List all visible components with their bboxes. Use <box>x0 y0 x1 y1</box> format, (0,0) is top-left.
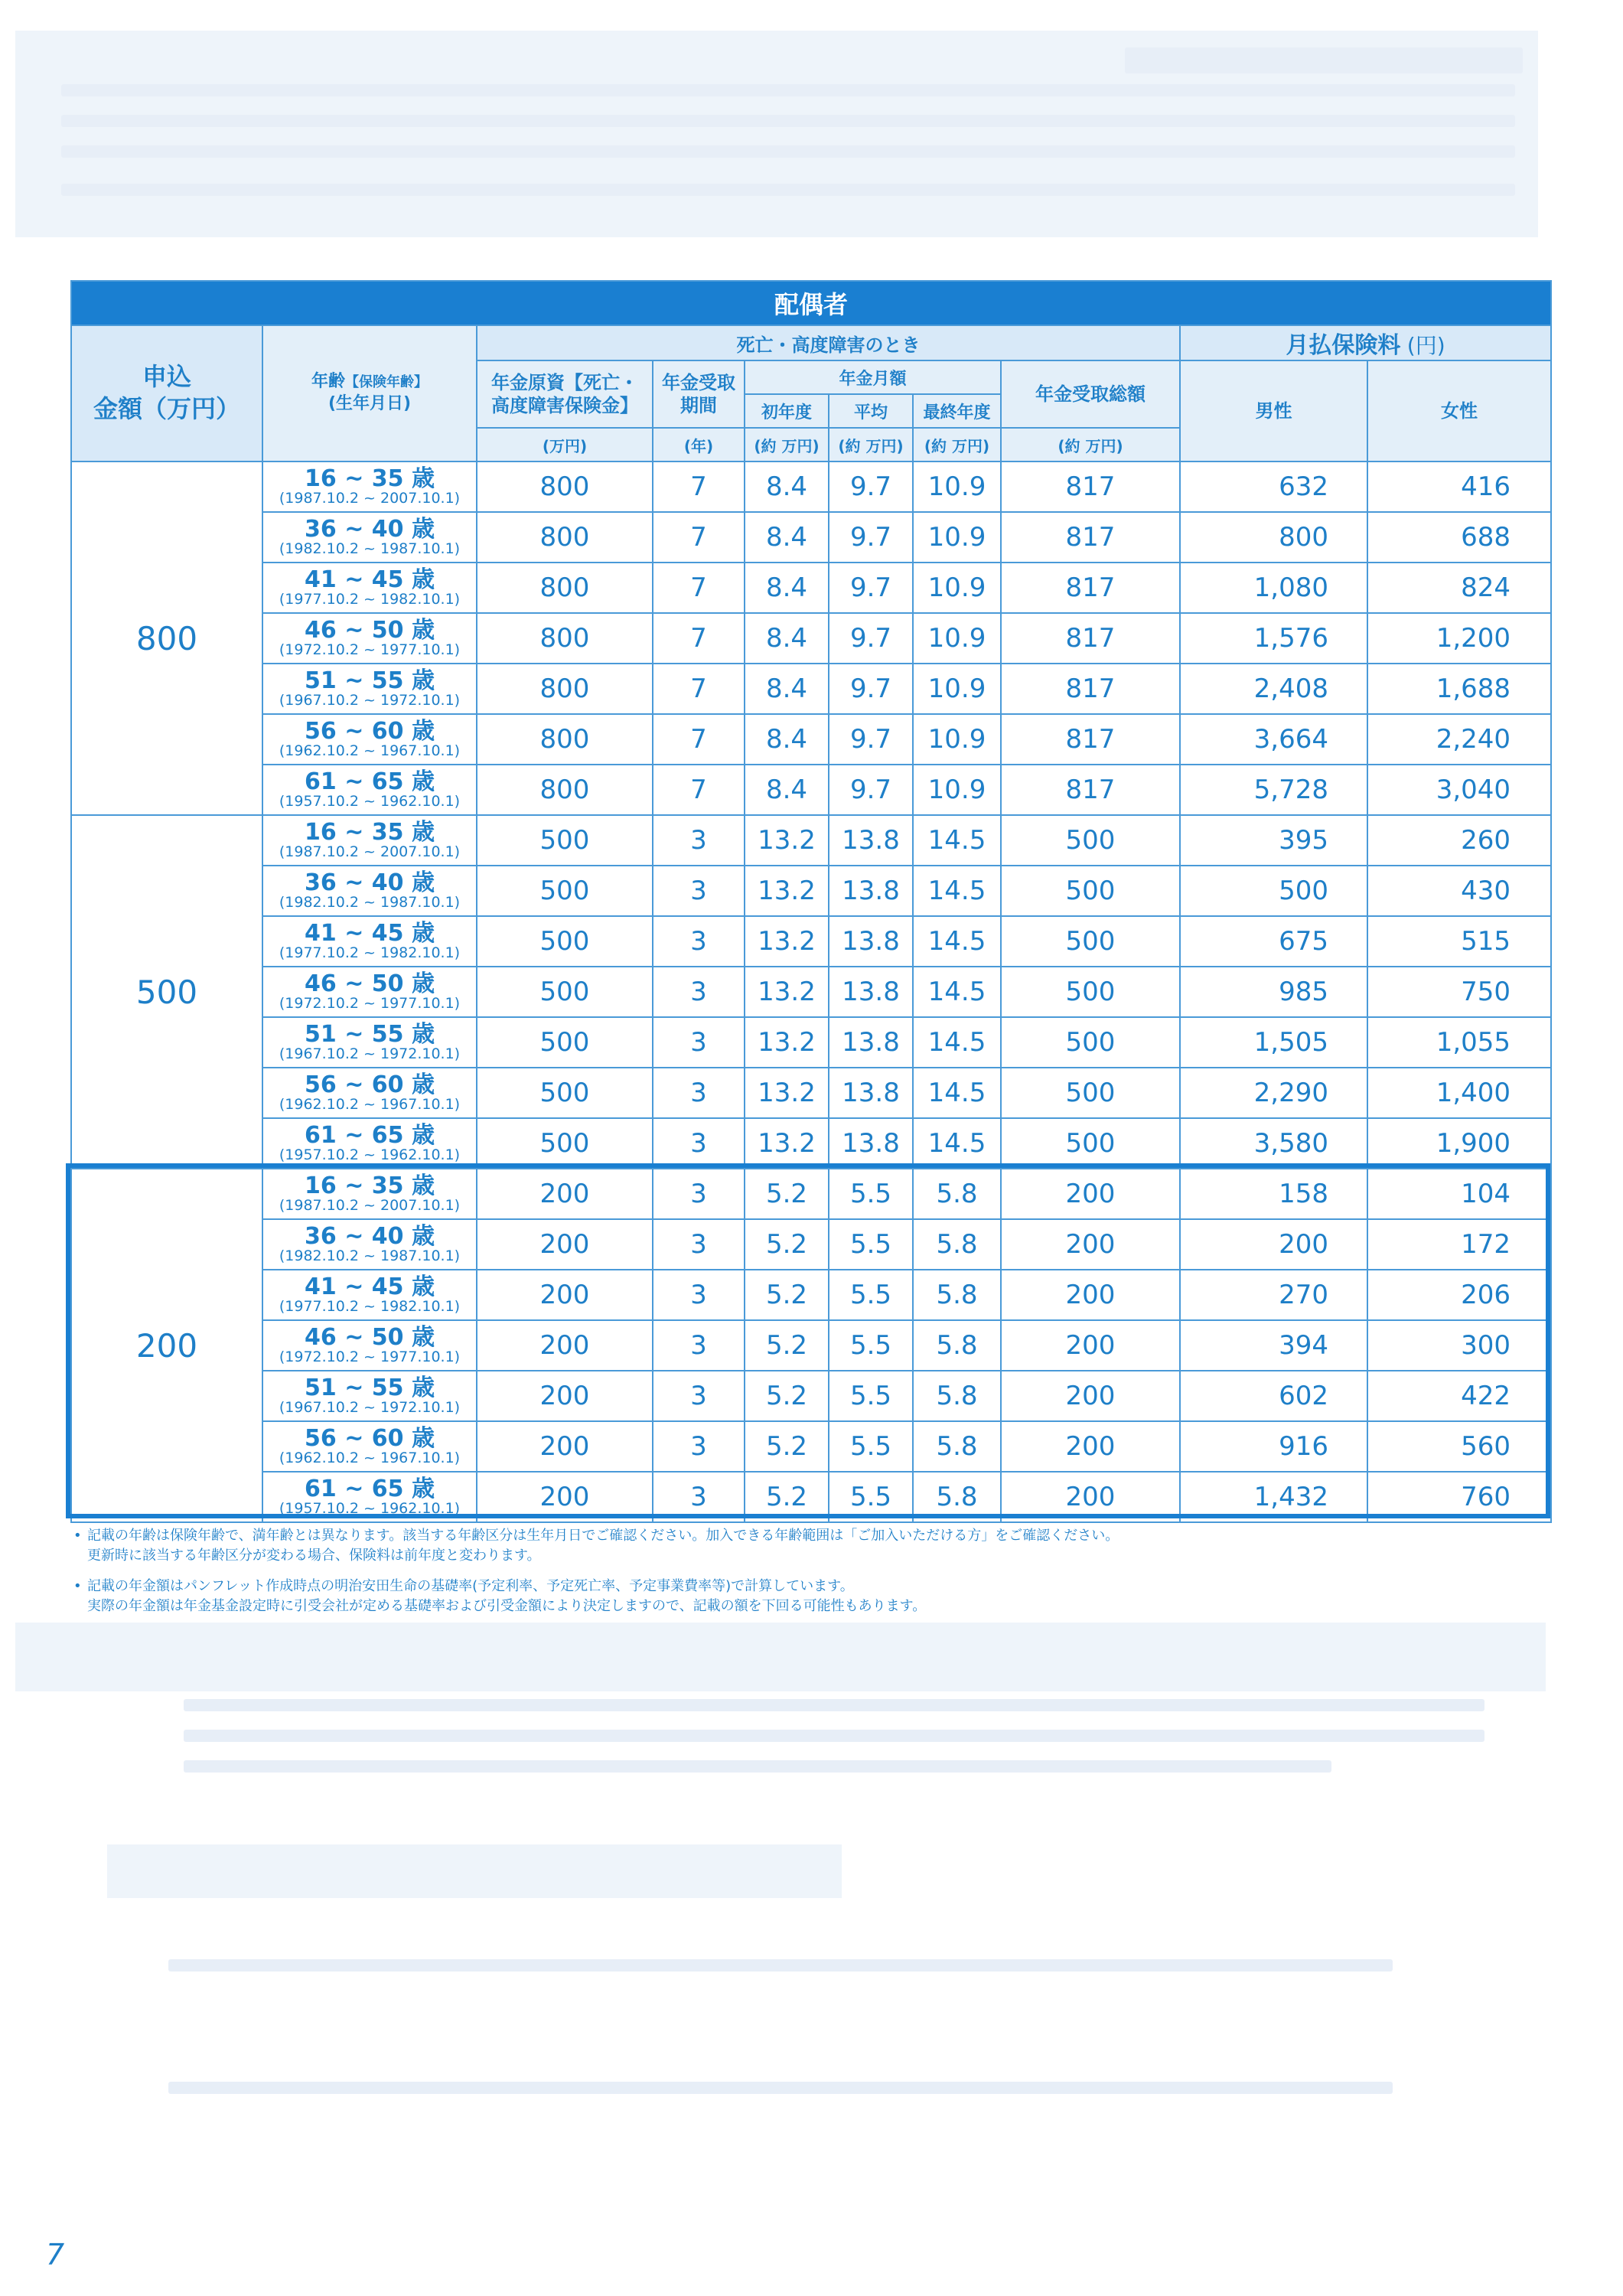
fund-cell: 500 <box>477 1118 653 1169</box>
total-cell: 817 <box>1001 664 1180 714</box>
avg-cell: 5.5 <box>829 1219 913 1270</box>
first-cell: 13.2 <box>745 1017 829 1068</box>
male-cell: 675 <box>1180 916 1367 967</box>
age-cell <box>262 1017 477 1068</box>
period-cell: 7 <box>653 714 745 765</box>
birth-date-range: (1987.10.2 ~ 2007.10.1) <box>279 1196 461 1214</box>
period-cell: 7 <box>653 613 745 664</box>
table-row <box>71 866 1551 916</box>
first-cell: 13.2 <box>745 866 829 916</box>
birth-date-range: (1982.10.2 ~ 1987.10.1) <box>279 1247 461 1264</box>
period-cell: 3 <box>653 1219 745 1270</box>
fund-cell: 500 <box>477 815 653 866</box>
period-cell: 7 <box>653 512 745 563</box>
last-cell: 14.5 <box>913 815 1001 866</box>
male-cell: 916 <box>1180 1421 1367 1472</box>
male-cell: 3,664 <box>1180 714 1367 765</box>
male-cell: 602 <box>1180 1371 1367 1421</box>
period-cell: 3 <box>653 1068 745 1118</box>
table-row <box>71 1371 1551 1421</box>
header-age: 年齢【保険年齢】 (生年月日) <box>262 325 477 461</box>
table-row <box>71 765 1551 815</box>
total-cell: 200 <box>1001 1270 1180 1320</box>
total-cell: 817 <box>1001 563 1180 613</box>
age-cell <box>262 613 477 664</box>
age-cell <box>262 765 477 815</box>
apply-amount-cell: 800 <box>71 461 262 815</box>
age-band: 51 ~ 55 歳 <box>305 667 435 695</box>
avg-cell: 13.8 <box>829 967 913 1017</box>
header-average: 平均 <box>829 394 913 428</box>
avg-cell: 9.7 <box>829 714 913 765</box>
birth-date-range: (1982.10.2 ~ 1987.10.1) <box>279 540 461 557</box>
spouse-premium-table <box>70 280 1552 1523</box>
note-pension: • 記載の年金額はパンフレット作成時点の明治安田生命の基礎率(予定利率、予定死亡率、予定事業費率等)で計算しています。 実際の年金額は年金基金設定時に引受会社が定める基礎率および引受金額により決定しますので、記載の額を下回る可能性もあります。 <box>73 1578 927 1615</box>
age-cell <box>262 1320 477 1371</box>
total-cell: 500 <box>1001 1017 1180 1068</box>
show-through-line <box>61 84 1515 96</box>
header-death-section: 死亡・高度障害のとき <box>477 325 1180 360</box>
apply-amount-cell: 500 <box>71 815 262 1169</box>
last-cell: 5.8 <box>913 1219 1001 1270</box>
period-cell: 3 <box>653 866 745 916</box>
period-cell: 3 <box>653 1169 745 1219</box>
table-row <box>71 1270 1551 1320</box>
age-cell <box>262 664 477 714</box>
age-band: 51 ~ 55 歳 <box>305 1375 435 1402</box>
avg-cell: 13.8 <box>829 1068 913 1118</box>
age-cell <box>262 1068 477 1118</box>
birth-date-range: (1962.10.2 ~ 1967.10.1) <box>279 1095 461 1113</box>
birth-date-range: (1967.10.2 ~ 1972.10.1) <box>279 1398 461 1416</box>
note-age: • 記載の年齢は保険年齢で、満年齢とは異なります。該当する年齢区分は生年月日でご確認ください。加入できる年齢範囲は「ご加入いただける方」をご確認ください。 更新時に該当する年齢区分が変わる場合、保険料は前年度と変わります。 <box>73 1528 1119 1564</box>
period-cell: 3 <box>653 1270 745 1320</box>
avg-cell: 5.5 <box>829 1472 913 1522</box>
show-through-line <box>184 1760 1331 1773</box>
period-cell: 7 <box>653 461 745 512</box>
male-cell: 2,408 <box>1180 664 1367 714</box>
table-row <box>71 916 1551 967</box>
female-cell: 3,040 <box>1367 765 1551 815</box>
fund-cell: 800 <box>477 461 653 512</box>
male-cell: 1,505 <box>1180 1017 1367 1068</box>
unit-period: (年) <box>653 428 745 461</box>
male-cell: 500 <box>1180 866 1367 916</box>
female-cell: 1,400 <box>1367 1068 1551 1118</box>
fund-cell: 200 <box>477 1472 653 1522</box>
period-cell: 3 <box>653 1118 745 1169</box>
show-through-panel <box>15 1623 1546 1691</box>
avg-cell: 9.7 <box>829 461 913 512</box>
age-band: 56 ~ 60 歳 <box>305 718 435 745</box>
age-cell <box>262 1169 477 1219</box>
last-cell: 14.5 <box>913 1017 1001 1068</box>
period-cell: 3 <box>653 916 745 967</box>
fund-cell: 800 <box>477 512 653 563</box>
age-band: 16 ~ 35 歳 <box>305 1172 435 1200</box>
age-cell <box>262 714 477 765</box>
birth-date-range: (1967.10.2 ~ 1972.10.1) <box>279 691 461 709</box>
age-cell <box>262 563 477 613</box>
last-cell: 10.9 <box>913 512 1001 563</box>
male-cell: 1,432 <box>1180 1472 1367 1522</box>
female-cell: 688 <box>1367 512 1551 563</box>
age-band: 36 ~ 40 歳 <box>305 1223 435 1251</box>
last-cell: 5.8 <box>913 1371 1001 1421</box>
age-band: 16 ~ 35 歳 <box>305 465 435 493</box>
first-cell: 13.2 <box>745 967 829 1017</box>
first-cell: 5.2 <box>745 1270 829 1320</box>
female-cell: 172 <box>1367 1219 1551 1270</box>
last-cell: 14.5 <box>913 967 1001 1017</box>
unit-total: (約 万円) <box>1001 428 1180 461</box>
age-band: 61 ~ 65 歳 <box>305 1476 435 1503</box>
birth-date-range: (1967.10.2 ~ 1972.10.1) <box>279 1045 461 1062</box>
fund-cell: 500 <box>477 1068 653 1118</box>
male-cell: 200 <box>1180 1219 1367 1270</box>
fund-cell: 200 <box>477 1219 653 1270</box>
last-cell: 5.8 <box>913 1169 1001 1219</box>
male-cell: 1,576 <box>1180 613 1367 664</box>
total-cell: 817 <box>1001 714 1180 765</box>
total-cell: 500 <box>1001 967 1180 1017</box>
last-cell: 5.8 <box>913 1270 1001 1320</box>
fund-cell: 800 <box>477 714 653 765</box>
fund-cell: 500 <box>477 866 653 916</box>
first-cell: 5.2 <box>745 1371 829 1421</box>
birth-date-range: (1987.10.2 ~ 2007.10.1) <box>279 843 461 860</box>
period-cell: 7 <box>653 765 745 815</box>
table-row <box>71 714 1551 765</box>
female-cell: 206 <box>1367 1270 1551 1320</box>
header-first-year: 初年度 <box>745 394 829 428</box>
female-cell: 560 <box>1367 1421 1551 1472</box>
avg-cell: 9.7 <box>829 563 913 613</box>
female-cell: 1,200 <box>1367 613 1551 664</box>
premium-table-wrapper <box>70 280 1550 1523</box>
table-row <box>71 1472 1551 1522</box>
total-cell: 500 <box>1001 1068 1180 1118</box>
table-title: 配偶者 <box>71 281 1551 325</box>
header-period: 年金受取 期間 <box>653 360 745 428</box>
last-cell: 14.5 <box>913 1068 1001 1118</box>
last-cell: 10.9 <box>913 714 1001 765</box>
birth-date-range: (1962.10.2 ~ 1967.10.1) <box>279 742 461 759</box>
male-cell: 394 <box>1180 1320 1367 1371</box>
age-band: 61 ~ 65 歳 <box>305 1122 435 1150</box>
age-cell <box>262 1371 477 1421</box>
avg-cell: 9.7 <box>829 613 913 664</box>
show-through-line <box>61 115 1515 127</box>
birth-date-range: (1972.10.2 ~ 1977.10.1) <box>279 1348 461 1365</box>
table-row <box>71 1219 1551 1270</box>
birth-date-range: (1987.10.2 ~ 2007.10.1) <box>279 489 461 507</box>
show-through-panel <box>107 1844 842 1898</box>
male-cell: 158 <box>1180 1169 1367 1219</box>
first-cell: 8.4 <box>745 765 829 815</box>
avg-cell: 13.8 <box>829 1118 913 1169</box>
first-cell: 8.4 <box>745 512 829 563</box>
total-cell: 200 <box>1001 1472 1180 1522</box>
age-band: 36 ~ 40 歳 <box>305 516 435 543</box>
age-cell <box>262 461 477 512</box>
avg-cell: 5.5 <box>829 1270 913 1320</box>
total-cell: 200 <box>1001 1320 1180 1371</box>
period-cell: 3 <box>653 967 745 1017</box>
total-cell: 200 <box>1001 1219 1180 1270</box>
unit-last: (約 万円) <box>913 428 1001 461</box>
header-fund: 年金原資【死亡・ 高度障害保険金】 <box>477 360 653 428</box>
total-cell: 817 <box>1001 765 1180 815</box>
table-row <box>71 563 1551 613</box>
birth-date-range: (1977.10.2 ~ 1982.10.1) <box>279 1297 461 1315</box>
first-cell: 13.2 <box>745 1068 829 1118</box>
first-cell: 8.4 <box>745 664 829 714</box>
period-cell: 7 <box>653 664 745 714</box>
avg-cell: 9.7 <box>829 765 913 815</box>
birth-date-range: (1982.10.2 ~ 1987.10.1) <box>279 893 461 911</box>
header-premium-section: 月払保険料 (円) <box>1180 325 1551 360</box>
period-cell: 3 <box>653 1421 745 1472</box>
age-band: 41 ~ 45 歳 <box>305 920 435 947</box>
fund-cell: 200 <box>477 1270 653 1320</box>
female-cell: 260 <box>1367 815 1551 866</box>
fund-cell: 200 <box>477 1371 653 1421</box>
header-monthly: 年金月額 <box>745 360 1001 394</box>
birth-date-range: (1962.10.2 ~ 1967.10.1) <box>279 1449 461 1466</box>
fund-cell: 500 <box>477 916 653 967</box>
age-cell <box>262 815 477 866</box>
header-female: 女性 <box>1367 360 1551 461</box>
avg-cell: 5.5 <box>829 1169 913 1219</box>
unit-fund: (万円) <box>477 428 653 461</box>
last-cell: 10.9 <box>913 664 1001 714</box>
female-cell: 750 <box>1367 967 1551 1017</box>
age-band: 46 ~ 50 歳 <box>305 1324 435 1352</box>
avg-cell: 13.8 <box>829 916 913 967</box>
fund-cell: 200 <box>477 1169 653 1219</box>
total-cell: 200 <box>1001 1371 1180 1421</box>
female-cell: 104 <box>1367 1169 1551 1219</box>
age-band: 51 ~ 55 歳 <box>305 1021 435 1049</box>
fund-cell: 200 <box>477 1421 653 1472</box>
male-cell: 800 <box>1180 512 1367 563</box>
age-band: 36 ~ 40 歳 <box>305 869 435 897</box>
last-cell: 5.8 <box>913 1472 1001 1522</box>
age-cell <box>262 1270 477 1320</box>
header-apply-amount: 申込 金額（万円） <box>71 325 262 461</box>
avg-cell: 9.7 <box>829 664 913 714</box>
unit-first: (約 万円) <box>745 428 829 461</box>
avg-cell: 13.8 <box>829 866 913 916</box>
fund-cell: 500 <box>477 1017 653 1068</box>
total-cell: 817 <box>1001 613 1180 664</box>
fund-cell: 800 <box>477 563 653 613</box>
female-cell: 422 <box>1367 1371 1551 1421</box>
table-row <box>71 967 1551 1017</box>
show-through-line <box>61 184 1515 196</box>
fund-cell: 800 <box>477 664 653 714</box>
period-cell: 3 <box>653 1017 745 1068</box>
birth-date-range: (1957.10.2 ~ 1962.10.1) <box>279 1499 461 1517</box>
first-cell: 8.4 <box>745 714 829 765</box>
total-cell: 817 <box>1001 461 1180 512</box>
birth-date-range: (1977.10.2 ~ 1982.10.1) <box>279 590 461 608</box>
fund-cell: 800 <box>477 765 653 815</box>
age-cell <box>262 866 477 916</box>
birth-date-range: (1972.10.2 ~ 1977.10.1) <box>279 994 461 1012</box>
period-cell: 3 <box>653 1371 745 1421</box>
table-row <box>71 461 1551 512</box>
header-male: 男性 <box>1180 360 1367 461</box>
period-cell: 3 <box>653 1472 745 1522</box>
last-cell: 5.8 <box>913 1320 1001 1371</box>
female-cell: 515 <box>1367 916 1551 967</box>
male-cell: 1,080 <box>1180 563 1367 613</box>
age-band: 46 ~ 50 歳 <box>305 970 435 998</box>
first-cell: 13.2 <box>745 916 829 967</box>
male-cell: 270 <box>1180 1270 1367 1320</box>
male-cell: 2,290 <box>1180 1068 1367 1118</box>
first-cell: 13.2 <box>745 1118 829 1169</box>
avg-cell: 5.5 <box>829 1371 913 1421</box>
birth-date-range: (1957.10.2 ~ 1962.10.1) <box>279 1146 461 1163</box>
age-band: 41 ~ 45 歳 <box>305 1274 435 1301</box>
table-row <box>71 1169 1551 1219</box>
first-cell: 5.2 <box>745 1320 829 1371</box>
last-cell: 10.9 <box>913 461 1001 512</box>
male-cell: 5,728 <box>1180 765 1367 815</box>
age-cell <box>262 1421 477 1472</box>
age-cell <box>262 1472 477 1522</box>
age-cell <box>262 1219 477 1270</box>
first-cell: 8.4 <box>745 461 829 512</box>
first-cell: 13.2 <box>745 815 829 866</box>
birth-date-range: (1977.10.2 ~ 1982.10.1) <box>279 944 461 961</box>
age-cell <box>262 1118 477 1169</box>
last-cell: 5.8 <box>913 1421 1001 1472</box>
female-cell: 824 <box>1367 563 1551 613</box>
show-through-line <box>168 1959 1393 1971</box>
header-total: 年金受取総額 <box>1001 360 1180 428</box>
total-cell: 200 <box>1001 1169 1180 1219</box>
period-cell: 3 <box>653 815 745 866</box>
female-cell: 1,900 <box>1367 1118 1551 1169</box>
avg-cell: 13.8 <box>829 1017 913 1068</box>
total-cell: 500 <box>1001 1118 1180 1169</box>
age-cell <box>262 967 477 1017</box>
avg-cell: 5.5 <box>829 1421 913 1472</box>
show-through-line <box>184 1699 1484 1711</box>
female-cell: 430 <box>1367 866 1551 916</box>
avg-cell: 5.5 <box>829 1320 913 1371</box>
total-cell: 500 <box>1001 866 1180 916</box>
female-cell: 2,240 <box>1367 714 1551 765</box>
female-cell: 300 <box>1367 1320 1551 1371</box>
page-number: 7 <box>46 2238 65 2272</box>
fund-cell: 200 <box>477 1320 653 1371</box>
last-cell: 10.9 <box>913 765 1001 815</box>
first-cell: 5.2 <box>745 1472 829 1522</box>
female-cell: 1,055 <box>1367 1017 1551 1068</box>
unit-avg: (約 万円) <box>829 428 913 461</box>
avg-cell: 9.7 <box>829 512 913 563</box>
age-band: 41 ~ 45 歳 <box>305 566 435 594</box>
total-cell: 200 <box>1001 1421 1180 1472</box>
birth-date-range: (1957.10.2 ~ 1962.10.1) <box>279 792 461 810</box>
show-through-line <box>61 145 1515 158</box>
table-row <box>71 512 1551 563</box>
total-cell: 817 <box>1001 512 1180 563</box>
last-cell: 10.9 <box>913 563 1001 613</box>
female-cell: 760 <box>1367 1472 1551 1522</box>
period-cell: 3 <box>653 1320 745 1371</box>
total-cell: 500 <box>1001 916 1180 967</box>
show-through-line <box>184 1730 1484 1742</box>
last-cell: 14.5 <box>913 916 1001 967</box>
age-band: 56 ~ 60 歳 <box>305 1071 435 1099</box>
avg-cell: 13.8 <box>829 815 913 866</box>
male-cell: 395 <box>1180 815 1367 866</box>
first-cell: 8.4 <box>745 563 829 613</box>
age-band: 56 ~ 60 歳 <box>305 1425 435 1453</box>
fund-cell: 800 <box>477 613 653 664</box>
table-row <box>71 1068 1551 1118</box>
show-through-line <box>168 2082 1393 2094</box>
female-cell: 1,688 <box>1367 664 1551 714</box>
first-cell: 8.4 <box>745 613 829 664</box>
first-cell: 5.2 <box>745 1219 829 1270</box>
age-band: 46 ~ 50 歳 <box>305 617 435 644</box>
header-last-year: 最終年度 <box>913 394 1001 428</box>
age-cell <box>262 512 477 563</box>
last-cell: 14.5 <box>913 1118 1001 1169</box>
fund-cell: 500 <box>477 967 653 1017</box>
male-cell: 632 <box>1180 461 1367 512</box>
apply-amount-cell: 200 <box>71 1169 262 1522</box>
age-cell <box>262 916 477 967</box>
male-cell: 3,580 <box>1180 1118 1367 1169</box>
female-cell: 416 <box>1367 461 1551 512</box>
total-cell: 500 <box>1001 815 1180 866</box>
table-row <box>71 1320 1551 1371</box>
table-row <box>71 1118 1551 1169</box>
table-row <box>71 1017 1551 1068</box>
table-row <box>71 613 1551 664</box>
first-cell: 5.2 <box>745 1421 829 1472</box>
table-row <box>71 1421 1551 1472</box>
show-through-line <box>1125 47 1523 73</box>
male-cell: 985 <box>1180 967 1367 1017</box>
birth-date-range: (1972.10.2 ~ 1977.10.1) <box>279 641 461 658</box>
age-band: 61 ~ 65 歳 <box>305 768 435 796</box>
table-row <box>71 664 1551 714</box>
table-body <box>71 461 1551 1522</box>
age-band: 16 ~ 35 歳 <box>305 819 435 846</box>
last-cell: 14.5 <box>913 866 1001 916</box>
table-row <box>71 815 1551 866</box>
last-cell: 10.9 <box>913 613 1001 664</box>
first-cell: 5.2 <box>745 1169 829 1219</box>
period-cell: 7 <box>653 563 745 613</box>
